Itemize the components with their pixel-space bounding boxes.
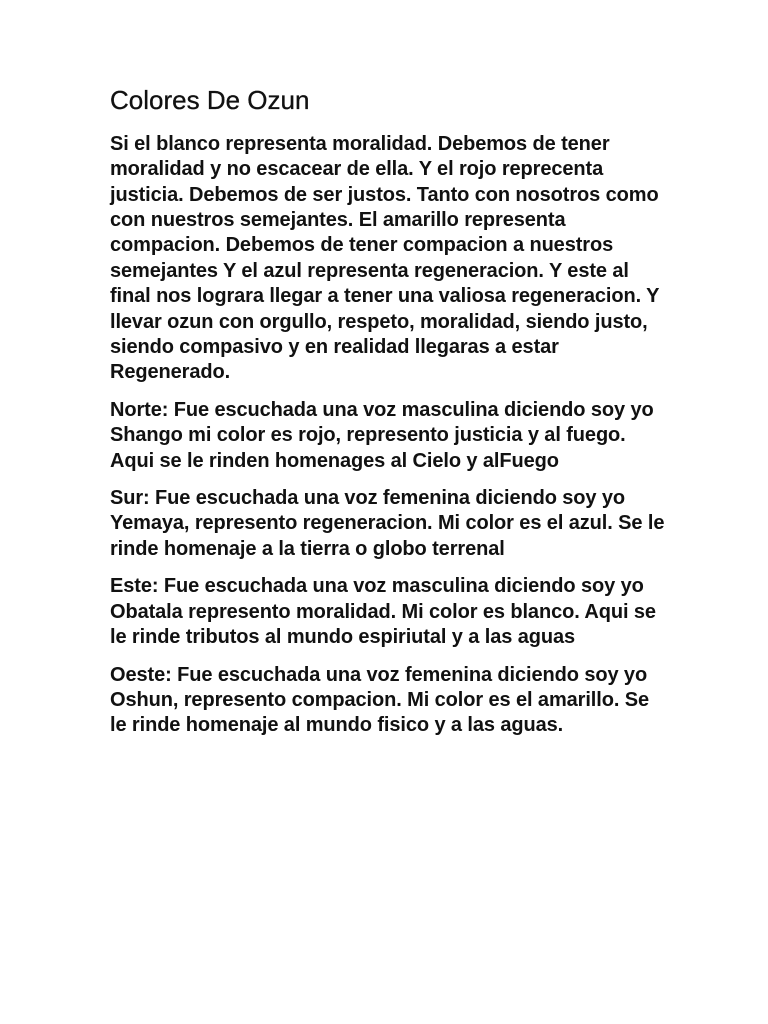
paragraph-norte: Norte: Fue escuchada una voz masculina diciendo soy yo Shango mi color es rojo, represento justicia y al fuego. Aqui se le rinden homenages al Cielo y alFuego [110,398,654,472]
page-title: Colores De Ozun [110,85,310,115]
document-page [110,84,670,751]
paragraph-oeste: Oeste: Fue escuchada una voz femenina diciendo soy yo Oshun, represento compacion. Mi color es el amarillo. Se le rinde homenaje al mundo fisico y a las aguas. [110,663,650,737]
paragraph-este: Este: Fue escuchada una voz masculina diciendo soy yo Obatala represento moralidad. Mi color es blanco. Aqui se le rinde tributos al mundo espiriutal y a las aguas [110,575,656,649]
paragraph-intro: Si el blanco representa moralidad. Debemos de tener moralidad y no escacear de ella. Y el rojo reprecenta justicia. Debemos de ser justos. Tanto con nosotros como con nuestros semejantes. El amarillo representa compacion. Debemos de tener compacion a nuestros semejantes Y el azul representa regeneracion. Y este al final nos lograra llegar a tener una valiosa regeneracion. Y llevar ozun con orgullo, respeto, moralidad, siendo justo, siendo compasivo y en realidad llegaras a estar Regenerado. [110,132,660,384]
paragraph-sur: Sur: Fue escuchada una voz femenina diciendo soy yo Yemaya, represento regeneracion. Mi color es el azul. Se le rinde homenaje a la tierra o globo terrenal [110,487,665,560]
